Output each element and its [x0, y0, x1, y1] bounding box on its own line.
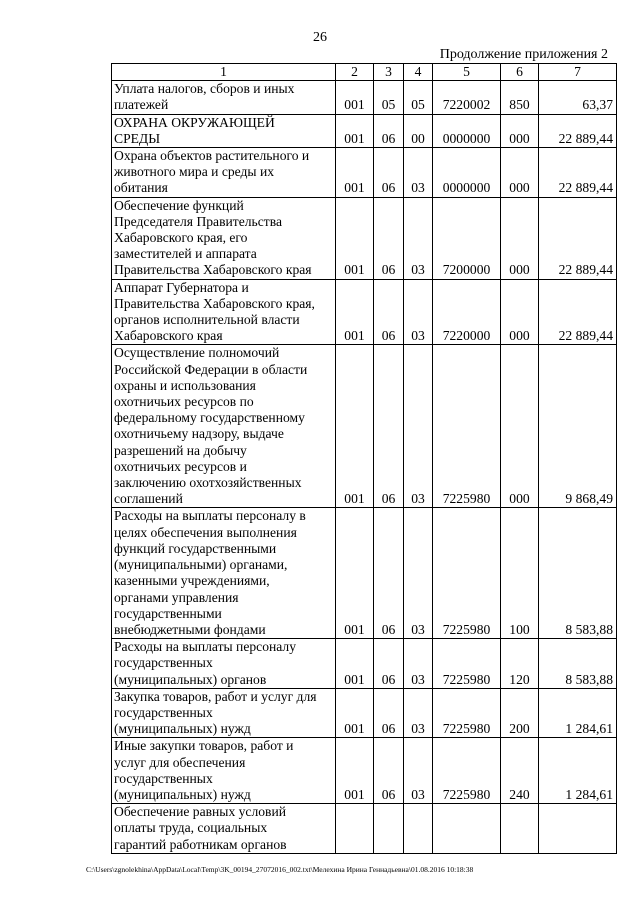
section-code-cell: 06 — [374, 345, 404, 508]
expense-type-cell: 000 — [501, 148, 539, 198]
column-header: 6 — [501, 64, 539, 81]
expense-name-line: Обеспечение равных условий — [114, 804, 287, 820]
section-code-cell: 05 — [374, 81, 404, 114]
column-header: 1 — [112, 64, 336, 81]
column-header: 5 — [433, 64, 501, 81]
expense-name-line: (муниципальных) нужд — [114, 786, 251, 802]
ministry-code-cell: 001 — [336, 279, 374, 345]
table-row — [112, 279, 617, 345]
expense-name-line: ОХРАНА ОКРУЖАЮЩЕЙ — [114, 114, 275, 130]
section-code-cell: 06 — [374, 639, 404, 689]
target-article-cell: 7220002 — [433, 81, 501, 114]
subsection-code-cell: 03 — [404, 688, 433, 738]
ministry-code-cell: 001 — [336, 114, 374, 147]
subsection-code-cell: 03 — [404, 508, 433, 639]
amount-cell: 22 889,44 — [539, 197, 617, 279]
page-number: 26 — [313, 30, 327, 45]
expense-name-line: Расходы на выплаты персоналу — [114, 639, 296, 655]
expense-name-line: внебюджетными фондами — [114, 621, 266, 637]
expense-type-cell — [501, 804, 539, 854]
section-code-cell: 06 — [374, 738, 404, 804]
expense-name-line: государственных — [114, 704, 213, 720]
expense-name-line: Председателя Правительства — [114, 213, 282, 229]
expense-name-line: Охрана объектов растительного и — [114, 148, 310, 164]
ministry-code-cell: 001 — [336, 148, 374, 198]
expense-name-line: казенными учреждениями, — [114, 573, 270, 589]
expense-name-line: Правительства Хабаровского края, — [114, 295, 315, 311]
target-article-cell: 7225980 — [433, 639, 501, 689]
expense-name-line: Хабаровского края, его — [114, 230, 248, 246]
expense-name-line: (муниципальных) органов — [114, 671, 267, 687]
amount-cell: 63,37 — [539, 81, 617, 114]
target-article-cell: 7225980 — [433, 345, 501, 508]
expense-name-line: разрешений на добычу — [114, 442, 247, 458]
table-header-row — [112, 64, 617, 81]
table-row — [112, 81, 617, 114]
amount-cell: 22 889,44 — [539, 148, 617, 198]
ministry-code-cell: 001 — [336, 508, 374, 639]
expense-type-cell: 000 — [501, 279, 539, 345]
table-row — [112, 114, 617, 147]
section-code-cell: 06 — [374, 114, 404, 147]
expense-name-line: заместителей и аппарата — [114, 246, 257, 262]
expense-name-line: (муниципальных) нужд — [114, 721, 251, 737]
expense-name-line: соглашений — [114, 491, 183, 507]
expense-name-cell — [112, 688, 336, 738]
expense-name-cell — [112, 148, 336, 198]
table-row — [112, 688, 617, 738]
amount-cell: 22 889,44 — [539, 279, 617, 345]
subsection-code-cell: 03 — [404, 738, 433, 804]
expense-name-line: охотничьих ресурсов по — [114, 394, 254, 410]
subsection-code-cell: 00 — [404, 114, 433, 147]
target-article-cell: 0000000 — [433, 148, 501, 198]
expense-name-line: обитания — [114, 180, 168, 196]
expense-type-cell: 000 — [501, 345, 539, 508]
expense-name-cell — [112, 804, 336, 854]
expense-name-line: охраны и использования — [114, 377, 256, 393]
target-article-cell: 7225980 — [433, 688, 501, 738]
ministry-code-cell — [336, 804, 374, 854]
ministry-code-cell: 001 — [336, 688, 374, 738]
target-article-cell: 7225980 — [433, 508, 501, 639]
subsection-code-cell: 03 — [404, 148, 433, 198]
section-code-cell: 06 — [374, 148, 404, 198]
expense-type-cell: 200 — [501, 688, 539, 738]
expense-name-line: оплаты труда, социальных — [114, 820, 268, 836]
expense-name-line: охотничьих ресурсов и — [114, 458, 247, 474]
amount-cell: 1 284,61 — [539, 738, 617, 804]
target-article-cell: 7225980 — [433, 738, 501, 804]
amount-cell: 9 868,49 — [539, 345, 617, 508]
expense-name-cell — [112, 81, 336, 114]
target-article-cell — [433, 804, 501, 854]
target-article-cell: 7220000 — [433, 279, 501, 345]
expense-name-cell — [112, 639, 336, 689]
expense-name-line: (муниципальными) органами, — [114, 557, 288, 573]
expense-name-line: федеральному государственному — [114, 410, 305, 426]
subsection-code-cell: 03 — [404, 197, 433, 279]
column-header: 3 — [374, 64, 404, 81]
expense-name-line: гарантий работникам органов — [114, 836, 287, 852]
ministry-code-cell: 001 — [336, 639, 374, 689]
amount-cell: 8 583,88 — [539, 508, 617, 639]
expense-type-cell: 100 — [501, 508, 539, 639]
expense-name-line: СРЕДЫ — [114, 130, 161, 146]
subsection-code-cell — [404, 804, 433, 854]
expense-name-cell — [112, 197, 336, 279]
expense-name-line: государственных — [114, 770, 213, 786]
file-path-footer: C:\Users\zgnolekhina\AppData\Local\Temp\3K_00194_27072016_002.txt\Мелехина Ирина Геннадьевна\01.08.2016 10:18:38 — [86, 865, 474, 874]
expense-name-line: Аппарат Губернатора и — [114, 279, 249, 295]
expense-name-line: платежей — [114, 97, 169, 113]
expense-type-cell: 240 — [501, 738, 539, 804]
target-article-cell: 7200000 — [433, 197, 501, 279]
subsection-code-cell: 03 — [404, 639, 433, 689]
expense-name-line: Уплата налогов, сборов и иных — [114, 81, 295, 97]
expense-type-cell: 000 — [501, 114, 539, 147]
expense-name-line: заключению охотхозяйственных — [114, 475, 302, 491]
expense-name-line: Закупка товаров, работ и услуг для — [114, 688, 317, 704]
expense-name-cell — [112, 345, 336, 508]
expense-name-line: животного мира и среды их — [114, 164, 275, 180]
expense-name-line: государственными — [114, 605, 222, 621]
expense-name-line: Иные закупки товаров, работ и — [114, 738, 294, 754]
subsection-code-cell: 05 — [404, 81, 433, 114]
expense-name-line: государственных — [114, 655, 213, 671]
ministry-code-cell: 001 — [336, 345, 374, 508]
table-row — [112, 345, 617, 508]
expense-name-line: охотничьему надзору, выдаче — [114, 426, 284, 442]
expense-type-cell: 120 — [501, 639, 539, 689]
column-header: 7 — [539, 64, 617, 81]
ministry-code-cell: 001 — [336, 738, 374, 804]
column-header: 2 — [336, 64, 374, 81]
subsection-code-cell: 03 — [404, 279, 433, 345]
expense-name-cell — [112, 738, 336, 804]
continuation-label: Продолжение приложения 2 — [439, 47, 608, 62]
expense-type-cell: 850 — [501, 81, 539, 114]
amount-cell: 8 583,88 — [539, 639, 617, 689]
expense-type-cell: 000 — [501, 197, 539, 279]
expense-name-line: услуг для обеспечения — [114, 754, 246, 770]
table-row — [112, 804, 617, 854]
section-code-cell: 06 — [374, 197, 404, 279]
table-row — [112, 148, 617, 198]
table-row — [112, 197, 617, 279]
expense-name-cell — [112, 114, 336, 147]
expense-name-line: Расходы на выплаты персоналу в — [114, 508, 306, 524]
column-header: 4 — [404, 64, 433, 81]
budget-table — [111, 63, 617, 854]
subsection-code-cell: 03 — [404, 345, 433, 508]
amount-cell: 1 284,61 — [539, 688, 617, 738]
section-code-cell — [374, 804, 404, 854]
expense-name-line: функций государственными — [114, 540, 277, 556]
table-row — [112, 639, 617, 689]
section-code-cell: 06 — [374, 279, 404, 345]
expense-name-cell — [112, 508, 336, 639]
expense-name-line: целях обеспечения выполнения — [114, 524, 297, 540]
expense-name-line: органов исполнительной власти — [114, 312, 300, 328]
table-row — [112, 738, 617, 804]
expense-name-cell — [112, 279, 336, 345]
ministry-code-cell: 001 — [336, 197, 374, 279]
amount-cell — [539, 804, 617, 854]
target-article-cell: 0000000 — [433, 114, 501, 147]
expense-name-line: Хабаровского края — [114, 328, 223, 344]
expense-name-line: Правительства Хабаровского края — [114, 262, 312, 278]
ministry-code-cell: 001 — [336, 81, 374, 114]
table-row — [112, 508, 617, 639]
expense-name-line: Осуществление полномочий — [114, 345, 280, 361]
amount-cell: 22 889,44 — [539, 114, 617, 147]
expense-name-line: Обеспечение функций — [114, 197, 244, 213]
expense-name-line: Российской Федерации в области — [114, 361, 308, 377]
section-code-cell: 06 — [374, 508, 404, 639]
section-code-cell: 06 — [374, 688, 404, 738]
expense-name-line: органами управления — [114, 589, 239, 605]
